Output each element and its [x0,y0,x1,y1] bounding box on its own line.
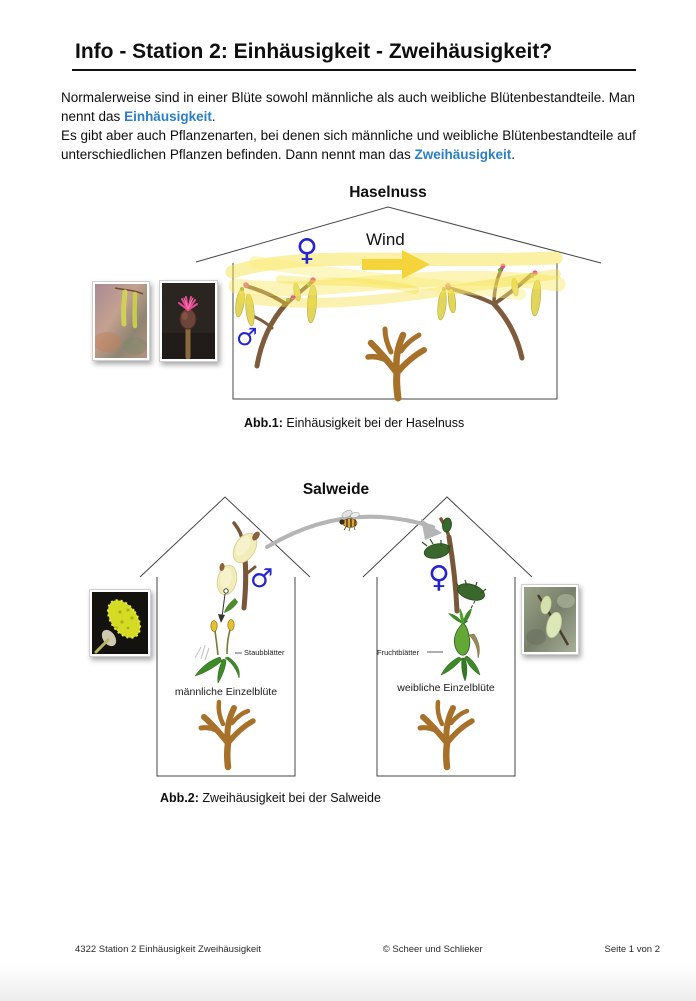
intro-p1-pre: Normalerweise sind in einer Blüte sowohl männliche als auch weibliche Blütenbestandteile. Man nennt das [61,90,636,124]
figure2-caption [160,791,381,805]
term-einhaeusigkeit: Einhäusigkeit [124,109,212,124]
female-symbol-icon: ♀ [296,233,318,268]
intro-paragraph-1 [61,88,641,126]
footer-document-id: 4322 Station 2 Einhäusigkeit Zweihäusigkeit [75,944,261,955]
hazel-catkin-photo-image [95,284,147,358]
figure2-illustration [85,495,590,787]
female-single-flower-label: weibliche Einzelblüte [397,682,495,694]
stamen-flower-drawing [195,620,242,684]
male-willow-catkin-photo [89,589,151,657]
page-title: Info - Station 2: Einhäusigkeit - Zweihäusigkeit? [75,40,553,63]
male-willow-catkin-photo-image [92,592,148,654]
male-symbol-icon-salweide: ♂ [250,564,274,594]
footer-page-number: Seite 1 von 2 [604,944,660,955]
figure1-caption [244,416,464,430]
figure2-caption-label: Abb.2: [160,791,199,805]
intro-text [61,88,641,164]
intro-p2-post: . [511,147,516,162]
intro-p2-pre: Es gibt aber auch Pflanzenarten, bei denen sich männliche und weibliche Blütenbestandteile auf unterschiedlichen Pflanzen befinden. Dann nennt man das [61,128,636,162]
hazel-catkin-photo [92,281,150,361]
term-zweihaeusigkeit: Zweihäusigkeit [414,147,512,162]
carpel-label: Fruchtblätter [377,648,420,657]
intro-p1-post: . [211,109,216,124]
male-symbol-icon: ♂ [236,323,258,351]
figure2-caption-text: Zweihäusigkeit bei der Salweide [198,791,381,805]
page-footer [75,944,660,955]
male-single-flower-label: männliche Einzelblüte [174,686,278,698]
female-willow-catkin-photo-image [524,587,576,652]
page-bottom-shadow [0,963,696,1001]
figure2-title: Salweide [302,481,370,498]
shrub-left [201,702,253,767]
carpel-flower-drawing [427,608,480,681]
female-symbol-icon-salweide: ♀ [428,560,450,595]
title-underline [72,69,636,71]
figure1-title: Haselnuss [349,184,427,201]
figure1-caption-label: Abb.1: [244,416,283,430]
hazel-female-flower-photo [159,280,218,362]
footer-copyright: © Scheer und Schlieker [382,944,483,955]
bee-icon [339,509,360,531]
stamen-label: Staubblätter [244,648,285,657]
shrub-right [420,702,472,767]
figure1-caption-text: Einhäusigkeit bei der Haselnuss [282,416,465,430]
female-willow-catkin-photo [521,584,579,655]
hazel-female-flower-photo-image [162,283,215,359]
intro-paragraph-2 [61,126,641,164]
wind-label: Wind [366,230,405,249]
shrub-sketch [368,329,424,398]
